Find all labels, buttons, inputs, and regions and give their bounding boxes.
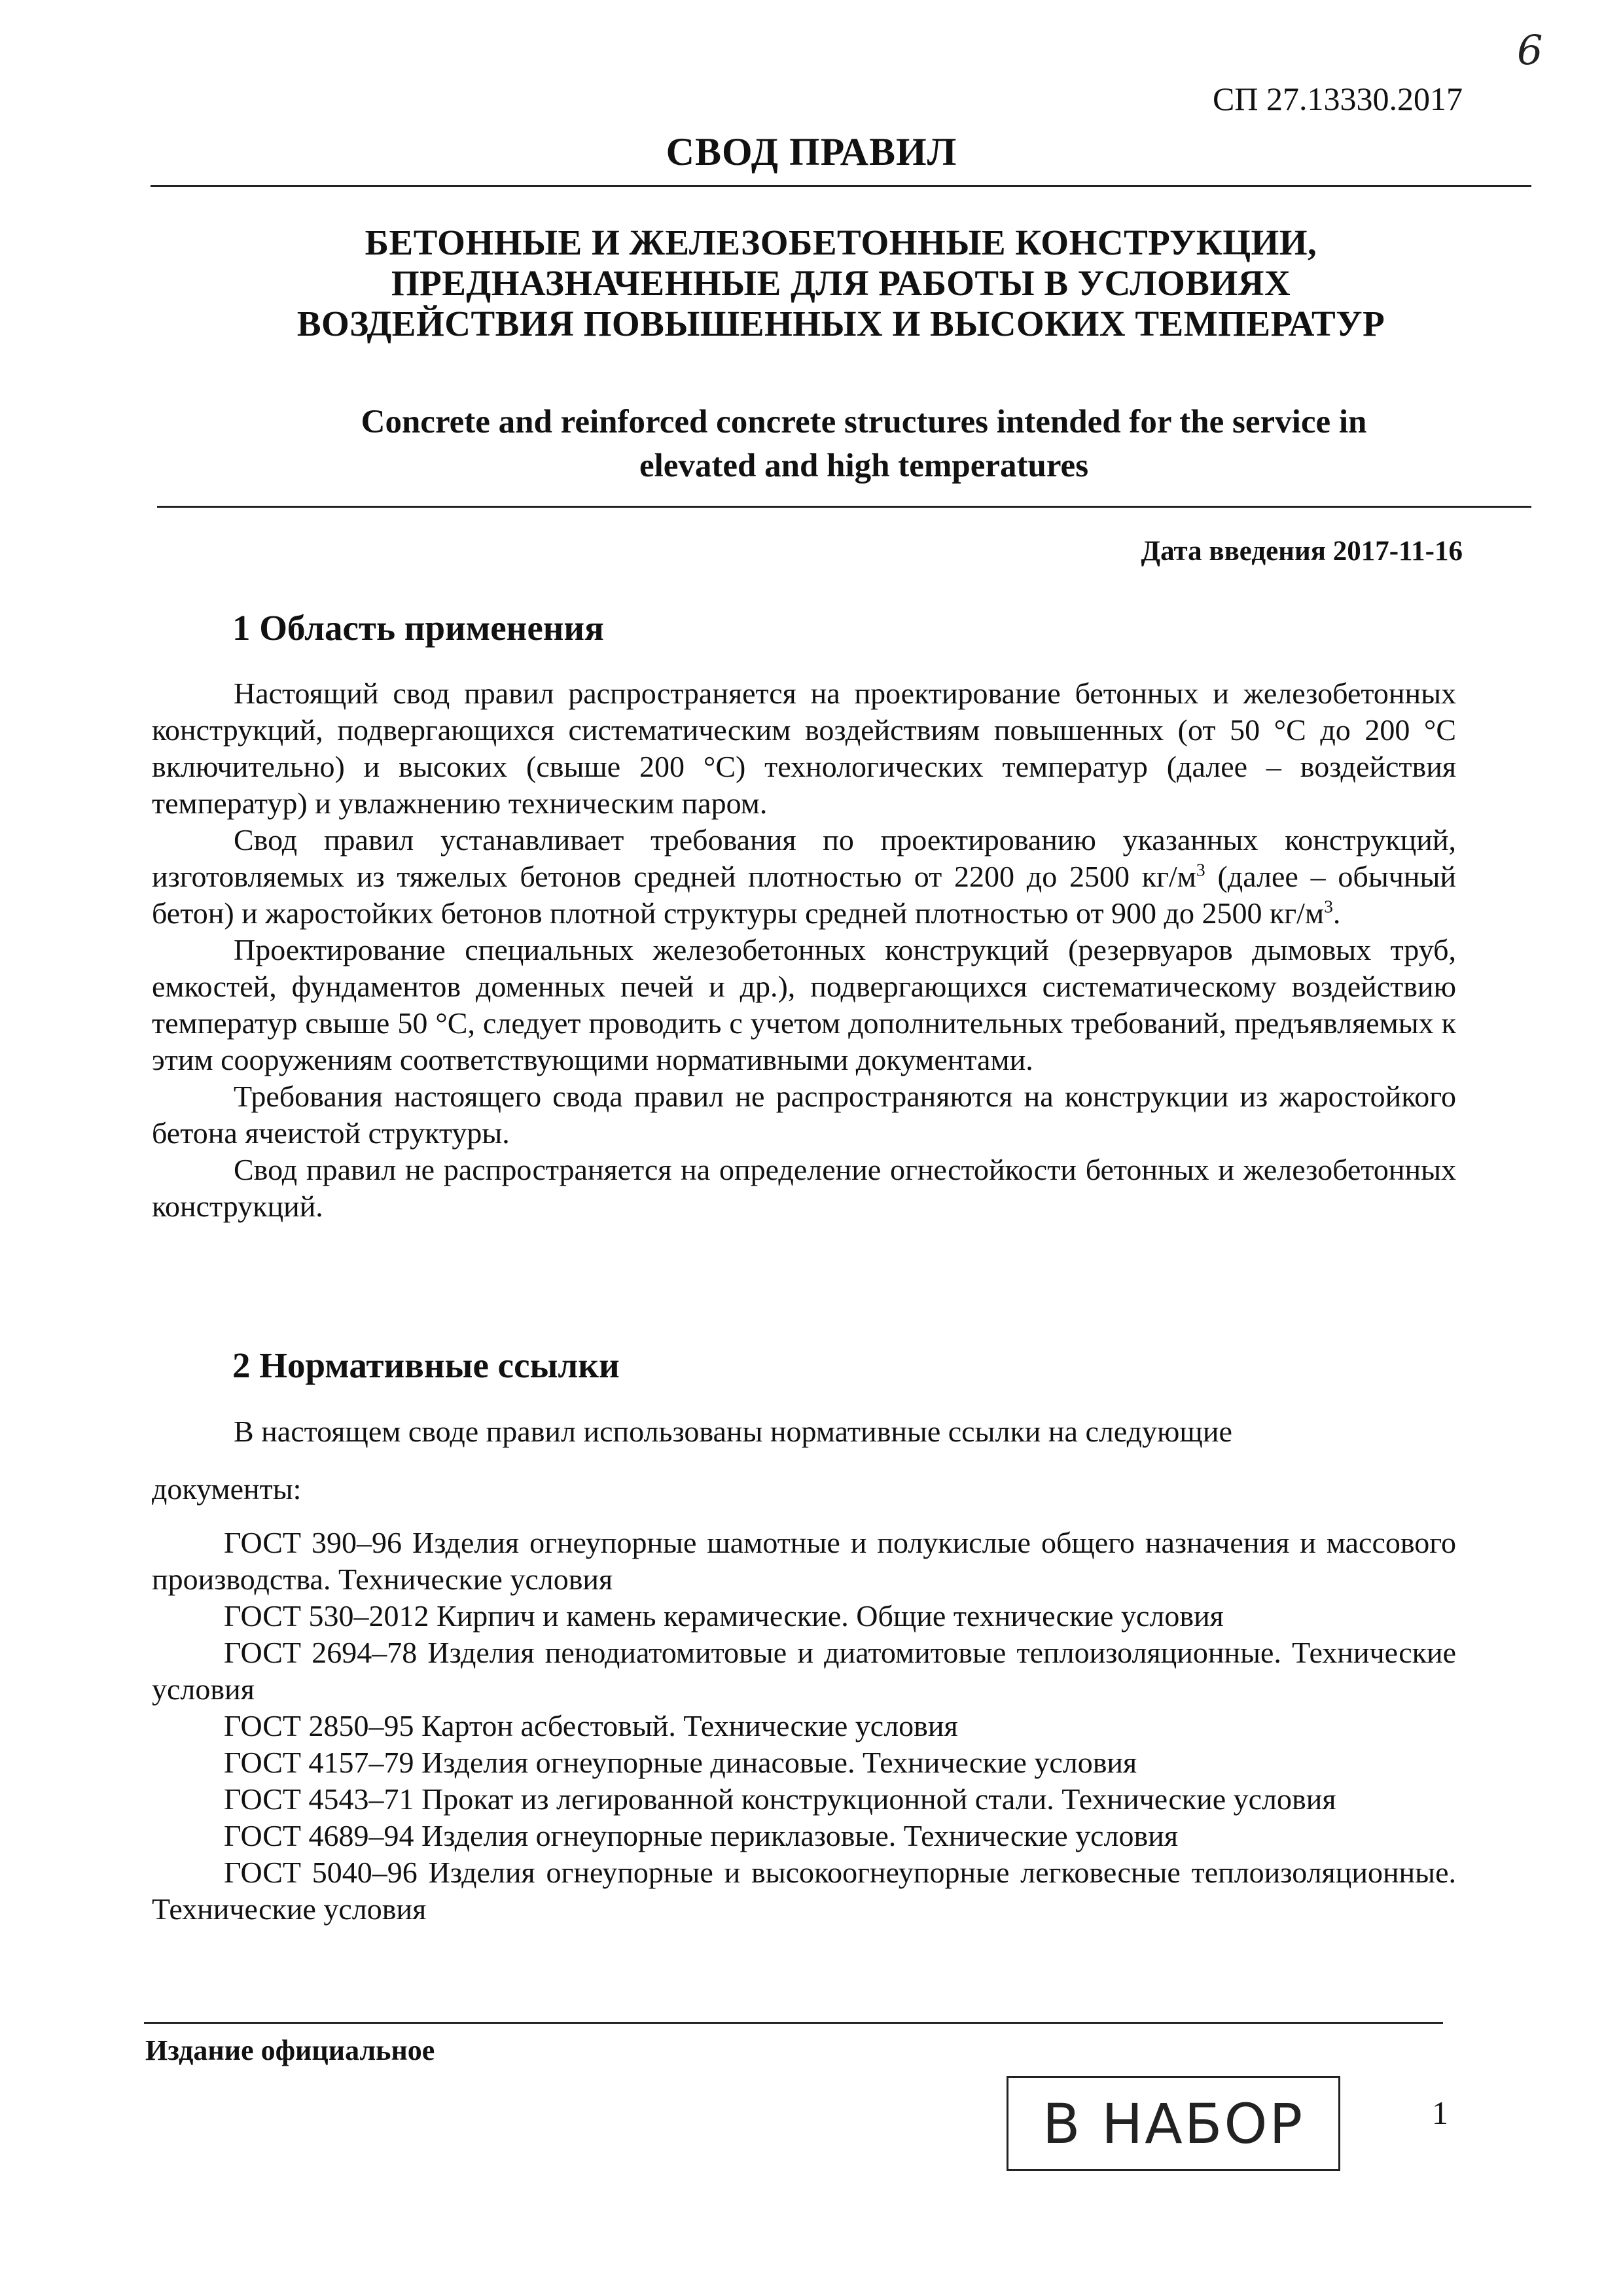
title-divider <box>157 506 1531 508</box>
scope-paragraph-2 <box>152 822 1456 932</box>
title-en-line-1: Concrete and reinforced concrete structures intended for the service in <box>361 404 1367 440</box>
reference-item: ГОСТ 2694–78 Изделия пенодиатомитовые и диатомитовые теплоизоляционные. Технические условия <box>152 1636 1456 1706</box>
scope-p2-part-c: . <box>1332 896 1341 930</box>
section-1-body <box>152 675 1456 1225</box>
reference-item: ГОСТ 530–2012 Кирпич и камень керамические. Общие технические условия <box>224 1599 1224 1633</box>
scope-p2-part-b: (далее – обычный бетон) и жаростойких бетонов плотной структуры средней плотностью от 900 до 2500 кг/м <box>152 860 1456 930</box>
reference-item: ГОСТ 390–96 Изделия огнеупорные шамотные и полукислые общего назначения и массового производства. Технические условия <box>152 1526 1456 1596</box>
reference-item: ГОСТ 4157–79 Изделия огнеупорные динасовые. Технические условия <box>224 1746 1137 1779</box>
section-2-heading: 2 Нормативные ссылки <box>232 1345 620 1385</box>
reference-item: ГОСТ 4543–71 Прокат из легированной конструкционной стали. Технические условия <box>224 1782 1336 1816</box>
header-divider <box>151 185 1531 187</box>
superscript-3: 3 <box>1324 896 1333 917</box>
reference-item: ГОСТ 5040–96 Изделия огнеупорные и высокоогнеупорные легковесные теплоизоляционные. Технические условия <box>152 1856 1456 1926</box>
title-ru-line-3: ВОЗДЕЙСТВИЯ ПОВЫШЕННЫХ И ВЫСОКИХ ТЕМПЕРАТУР <box>296 304 1385 344</box>
page-number: 1 <box>1432 2094 1448 2131</box>
scope-paragraph-5: Свод правил не распространяется на определение огнестойкости бетонных и железобетонных конструкций. <box>152 1153 1456 1223</box>
reference-item: ГОСТ 2850–95 Картон асбестовый. Технические условия <box>224 1709 958 1742</box>
handwritten-page-number: 6 <box>1517 26 1543 74</box>
refs-intro: В настоящем своде правил использованы нормативные ссылки на следующие <box>234 1415 1232 1448</box>
superscript-3: 3 <box>1196 859 1205 880</box>
section-2-intro-tail <box>152 1471 1456 1508</box>
reference-item: ГОСТ 4689–94 Изделия огнеупорные периклазовые. Технические условия <box>224 1819 1179 1852</box>
section-1-heading: 1 Область применения <box>232 608 604 648</box>
document-code: СП 27.13330.2017 <box>1213 80 1463 117</box>
title-ru-line-1: БЕТОННЫЕ И ЖЕЛЕЗОБЕТОННЫЕ КОНСТРУКЦИИ, <box>365 222 1317 262</box>
official-edition-label: Издание официальное <box>145 2034 435 2066</box>
title-en-line-2: elevated and high temperatures <box>639 448 1089 484</box>
title-russian <box>151 222 1531 344</box>
scope-paragraph-3: Проектирование специальных железобетонных конструкций (резервуаров дымовых труб, емкостей, фундаментов доменных печей и др.), подвергающихся систематическому воздействию температур свыше 50 °С, следует проводить с учетом дополнительных требований, предъявляемых к этим сооружениям соответствующими нормативными документами. <box>152 933 1456 1076</box>
scope-p2-part-a: Свод правил устанавливает требования по проектированию указанных конструкций, изготовляемых из тяжелых бетонов средней плотностью от 2200 до 2500 кг/м <box>152 823 1456 893</box>
refs-intro-tail: документы: <box>152 1472 302 1506</box>
footer-divider <box>144 2022 1443 2024</box>
section-2-intro <box>152 1413 1456 1450</box>
in-typesetting-stamp: В НАБОР <box>1007 2076 1340 2171</box>
title-english <box>196 400 1531 488</box>
normative-references-list <box>152 1525 1456 1928</box>
scope-paragraph-4: Требования настоящего свода правил не распространяются на конструкции из жаростойкого бетона ячеистой структуры. <box>152 1080 1456 1150</box>
introduction-date: Дата введения 2017-11-16 <box>1141 536 1463 567</box>
scope-paragraph-1: Настоящий свод правил распространяется на проектирование бетонных и железобетонных конструкций, подвергающихся систематическим воздействиям повышенных (от 50 °С до 200 °С включительно) и высоких (свыше 200 °С) технологических температур (далее – воздействия температур) и увлажнению техническим паром. <box>152 677 1456 820</box>
document-series: СВОД ПРАВИЛ <box>666 130 957 173</box>
title-ru-line-2: ПРЕДНАЗНАЧЕННЫЕ ДЛЯ РАБОТЫ В УСЛОВИЯХ <box>391 263 1291 303</box>
